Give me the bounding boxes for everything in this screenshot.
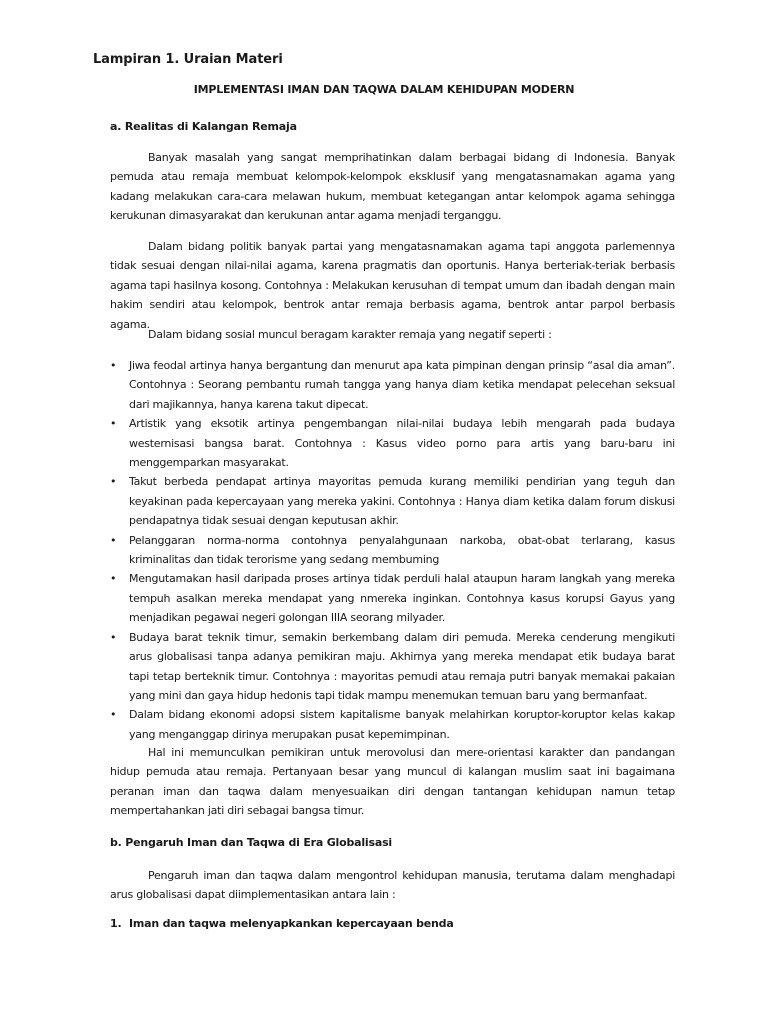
section-a-paragraph-3: Dalam bidang sosial muncul beragam karakter remaja yang negatif seperti : [148, 328, 552, 341]
list-item-text: Pelanggaran norma-norma contohnya penyalahgunaan narkoba, obat-obat terlarang, kasus kriminalitas dan tidak terorisme yang sedang membuming [129, 533, 675, 567]
bullet-icon: • [110, 630, 117, 644]
section-a-paragraph-1: Banyak masalah yang sangat memprihatinkan dalam berbagai bidang di Indonesia. Banyak pemuda atau remaja membuat kelompok-kelompok eksklusif yang mengatasnamakan agama yang kadang melakukan cara-cara melawan hukum, membuat ketegangan antar kelompok agama sehingga kerukunan dimasyarakat dan kerukunan antar agama menjadi terganggu. [110, 151, 675, 223]
list-item-text: Budaya barat teknik timur, semakin berkembang dalam diri pemuda. Mereka cenderung mengikuti arus globalisasi tanpa adanya pemikiran maju. Akhirnya yang mereka mendapat etik budaya barat tapi tetap berteknik timur. Contohnya : mayoritas pemudi atau remaja putri banyak memakai pakaian yang mini dan gaya hidup hedonis tapi tidak mampu menemukan temuan baru yang bermanfaat. [129, 630, 675, 702]
list-item-text: Mengutamakan hasil daripada proses artinya tidak perduli halal ataupun haram langkah yang mereka tempuh asalkan mereka mendapat yang nmereka inginkan. Contohnya kasus korupsi Gayus yang menjadikan pegawai negeri golongan IIIA seorang milyader. [129, 572, 675, 625]
bullet-icon: • [110, 417, 117, 431]
list-item [110, 472, 675, 530]
numbered-item-text: Iman dan taqwa melenyapkankan kepercayaan benda [129, 917, 454, 930]
list-item [110, 531, 675, 570]
list-item-text: Artistik yang eksotik artinya pengembangan nilai-nilai budaya lebih mengarah pada budaya westernisasi bangsa barat. Contohnya : Kasus video porno para artis yang baru-baru ini menggemparkan masyarakat. [129, 417, 675, 470]
section-b-heading: b. Pengaruh Iman dan Taqwa di Era Globalisasi [110, 836, 392, 849]
list-item [110, 705, 675, 744]
bullet-icon: • [110, 475, 117, 489]
numbered-item [110, 917, 454, 930]
list-item [110, 414, 675, 472]
document-title: IMPLEMENTASI IMAN DAN TAQWA DALAM KEHIDUPAN MODERN [193, 83, 575, 96]
characteristics-list [110, 356, 675, 744]
section-a-heading: a. Realitas di Kalangan Remaja [110, 120, 297, 133]
list-item-text: Dalam bidang ekonomi adopsi sistem kapitalisme banyak melahirkan koruptor-koruptor kelas kakap yang menganggap dirinya merupakan pusat kepemimpinan. [129, 708, 675, 741]
bullet-icon: • [110, 533, 117, 547]
section-b-paragraph: Pengaruh iman dan taqwa dalam mengontrol kehidupan manusia, terutama dalam menghadapi arus globalisasi dapat diimplementasikan antara lain : [110, 869, 675, 902]
list-item [110, 356, 675, 414]
section-a-paragraph-2: Dalam bidang politik banyak partai yang mengatasnamakan agama tapi anggota parlemennya tidak sesuai dengan nilai-nilai agama, karena pragmatis dan oportunis. Hanya berteriak-teriak berbasis agama tapi hasilnya kosong. Contohnya : Melakukan kerusuhan di tempat umum dan ibadah dengan main hakim sendiri atau kelompok, bentrok antar remaja berbasis agama, bentrok antar parpol berbasis agama. [110, 240, 675, 331]
list-item-text: Jiwa feodal artinya hanya bergantung dan menurut apa kata pimpinan dengan prinsip “asal dia aman”. Contohnya : Seorang pembantu rumah tangga yang hanya diam ketika mendapat pelecehan seksual dari majikannya, hanya karena takut dipecat. [129, 359, 675, 411]
numbered-item-number: 1. [110, 917, 122, 930]
bullet-icon: • [110, 708, 117, 722]
bullet-icon: • [110, 359, 117, 372]
section-a-closing-paragraph: Hal ini memunculkan pemikiran untuk merovolusi dan mere-orientasi karakter dan pandangan hidup pemuda atau remaja. Pertanyaan besar yang muncul di kalangan muslim saat ini bagaimana peranan iman dan taqwa dalam menyesuaikan diri dengan tantangan kehidupan namun tetap mempertahankan jati diri sebagai bangsa timur. [110, 746, 675, 818]
list-item [110, 569, 675, 627]
list-item-text: Takut berbeda pendapat artinya mayoritas pemuda kurang memiliki pendirian yang teguh dan keyakinan pada kepercayaan yang mereka yakini. Contohnya : Hanya diam ketika dalam forum diskusi pendapatnya tidak sesuai dengan keputusan akhir. [129, 475, 675, 528]
appendix-label: Lampiran 1. Uraian Materi [93, 52, 283, 67]
bullet-icon: • [110, 572, 117, 586]
list-item [110, 628, 675, 706]
